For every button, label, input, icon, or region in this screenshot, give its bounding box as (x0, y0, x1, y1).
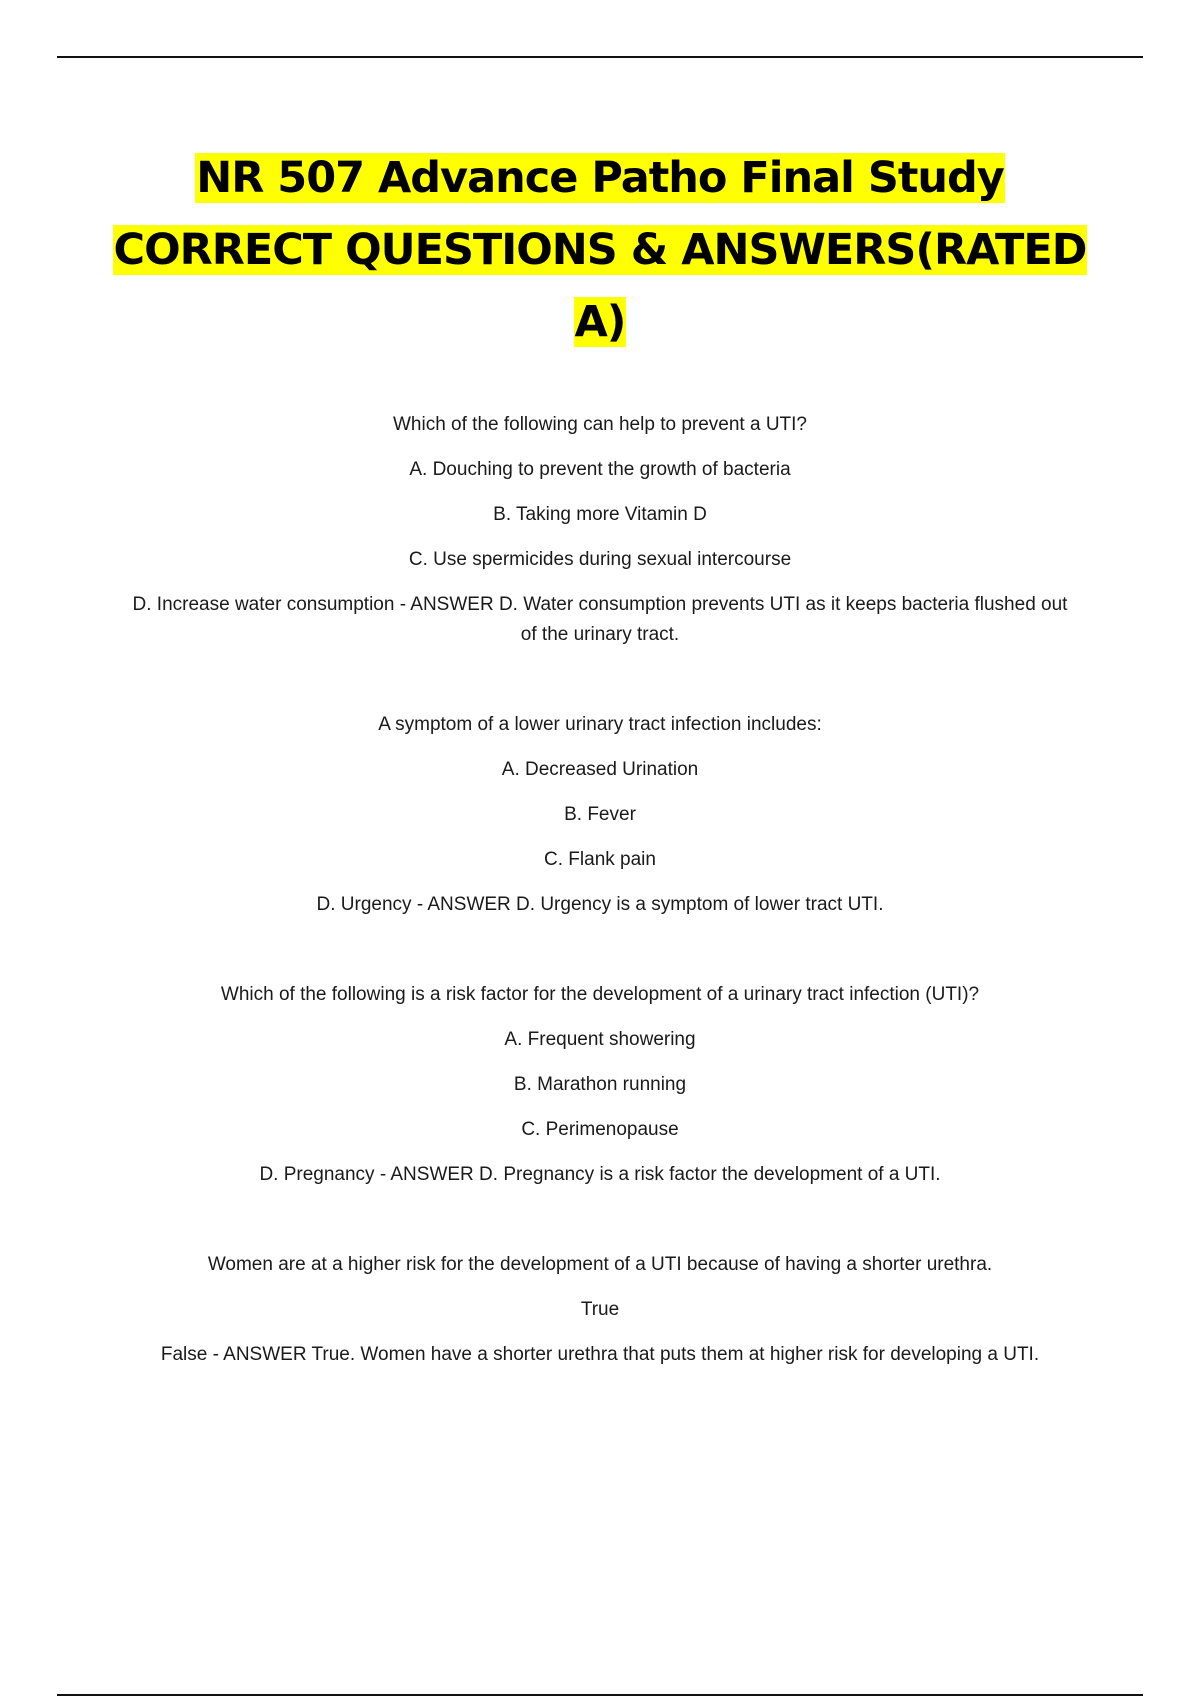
option-b: B. Fever (564, 804, 636, 825)
option-a: A. Douching to prevent the growth of bacteria (409, 459, 791, 480)
question-text: Which of the following can help to prevent a UTI? (392, 414, 807, 435)
question-text: Which of the following is a risk factor for the development of a urinary tract infection (UTI)? (220, 984, 980, 1005)
document-title (0, 142, 1200, 358)
bottom-rule (57, 1694, 1143, 1696)
title-line-1: NR 507 Advance Patho Final Study (196, 153, 1004, 203)
answer-text: D. Pregnancy - ANSWER D. Pregnancy is a risk factor the development of a UTI. (259, 1164, 941, 1185)
question-block-3 (130, 980, 1070, 1190)
option-true: True (580, 1299, 620, 1320)
top-rule (57, 56, 1143, 58)
option-a: A. Decreased Urination (501, 759, 699, 780)
question-block-1 (130, 410, 1070, 650)
option-c: C. Use spermicides during sexual intercourse (408, 549, 792, 570)
option-b: B. Taking more Vitamin D (493, 504, 707, 525)
answer-text: D. Increase water consumption - ANSWER D. Water consumption prevents UTI as it keeps bacteria flushed out of the urinary tract. (132, 594, 1068, 645)
answer-text: D. Urgency - ANSWER D. Urgency is a symptom of lower tract UTI. (316, 894, 884, 915)
title-line-3: A) (574, 297, 626, 347)
question-text: Women are at a higher risk for the development of a UTI because of having a shorter urethra. (207, 1254, 993, 1275)
answer-text: False - ANSWER True. Women have a shorter urethra that puts them at higher risk for developing a UTI. (160, 1344, 1040, 1365)
question-block-2 (130, 710, 1070, 920)
questions-list (130, 410, 1070, 1430)
question-text: A symptom of a lower urinary tract infection includes: (378, 714, 822, 735)
option-c: C. Flank pain (544, 849, 656, 870)
title-line-2: CORRECT QUESTIONS & ANSWERS(RATED (113, 225, 1087, 275)
question-block-4 (130, 1250, 1070, 1370)
option-a: A. Frequent showering (504, 1029, 696, 1050)
option-c: C. Perimenopause (521, 1119, 679, 1140)
option-b: B. Marathon running (513, 1074, 687, 1095)
